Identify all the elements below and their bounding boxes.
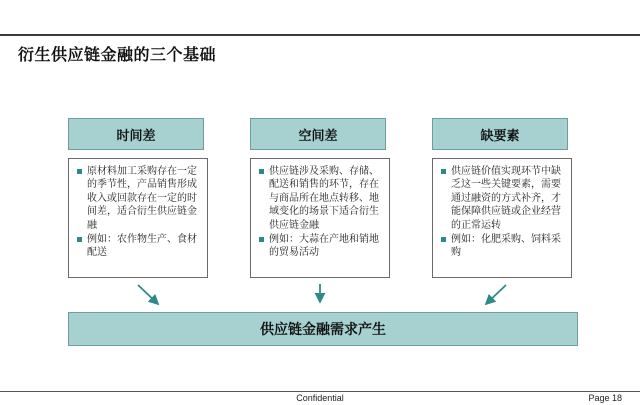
bullet-item [257,165,383,232]
arrow-right [486,285,506,304]
bullet-square-icon [77,237,82,242]
bullet-square-icon [259,237,264,242]
bullet-item [75,233,201,260]
slide-title: 衍生供应链金融的三个基础 [18,45,217,64]
top-divider [0,34,640,36]
content-box-missing-elements [432,158,572,278]
bullet-text: 原材料加工采购存在一定的季节性，产品销售形成收入或回款存在一定的时间差，适合衍生供应链金融 [87,166,197,231]
financing-demand-box: 供应链金融需求产生 [68,312,578,346]
bullet-text: 例如：大蒜在产地和销地的贸易活动 [269,234,379,259]
bullet-item [439,233,565,260]
header-space-gap: 空间差 [250,118,386,150]
bullet-square-icon [441,169,446,174]
bullet-item [75,165,201,232]
bullet-text: 例如：化肥采购、饲料采购 [451,234,561,259]
bullet-item [439,165,565,232]
bullet-text: 例如：农作物生产、食材配送 [87,234,197,259]
arrow-left [138,285,158,304]
bullet-square-icon [441,237,446,242]
header-missing-elements: 缺要素 [432,118,568,150]
footer-confidential: Confidential [296,393,344,403]
header-time-gap: 时间差 [68,118,204,150]
bullet-text: 供应链价值实现环节中缺乏这一些关键要素，需要通过融资的方式补齐，才能保障供应链或企业经营的正常运转 [451,166,561,231]
bullet-square-icon [259,169,264,174]
footer-page-number: Page 18 [588,393,622,403]
content-box-space-gap [250,158,390,278]
bullet-item [257,233,383,260]
bullet-square-icon [77,169,82,174]
bullet-text: 供应链涉及采购、存储、配送和销售的环节，存在与商品所在地点转移、地域变化的场景下适合衍生供应链金融 [269,166,379,231]
footer-divider [0,391,640,392]
content-box-time-gap [68,158,208,278]
